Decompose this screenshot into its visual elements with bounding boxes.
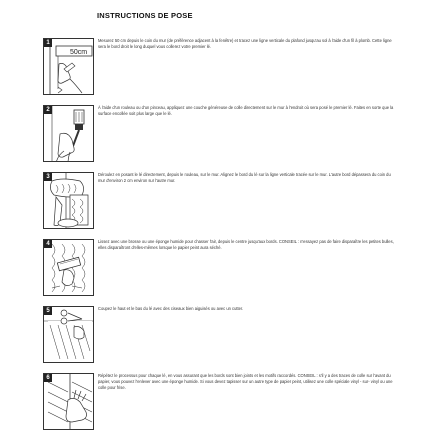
paste-roller-brush-icon — [44, 106, 94, 162]
step-3-illustration — [43, 172, 94, 229]
align-joints-hand-icon — [44, 374, 94, 430]
step-1-text: Mesurez 50 cm depuis le coin du mur (de préférence adjacent à la fenêtre) et tracez une ligne verticale du plafond jusqu'au sol à l'aide d'un fil à plomb. Cette ligne sera le bord droit le long duquel vous collerez votre premier lé. — [98, 38, 392, 49]
step-4-text: Lissez avec une brosse ou une éponge humide pour chasser l'air, depuis le centre jusqu'aux bords. CONSEIL : n'essayez pas de faire disparaître les petites bulles, elles disparaîtront d'elles-mêmes lorsque le papier peint aura séché. — [98, 239, 394, 250]
measure-wall-plumb-line-icon — [44, 39, 94, 95]
step-1-number: 1 — [44, 39, 52, 47]
step-1-illustration — [43, 38, 94, 95]
step-6-number: 6 — [44, 374, 52, 382]
step-3-number: 3 — [44, 173, 52, 181]
step-4-number: 4 — [44, 240, 52, 248]
step-1-tape-label: 50cm — [70, 49, 88, 56]
step-5-text: Coupez le haut et le bas du lé avec des ciseaux bien aiguisés ou avec un cutter. — [98, 306, 244, 311]
step-6-illustration — [43, 373, 94, 430]
step-2-text: À l'aide d'un rouleau ou d'un pinceau, appliquez une couche généreuse de colle directement sur le mur à l'endroit où sera posé le premier lé. Faites en sorte que la surface encollée soit plus large que le lé. — [98, 105, 394, 116]
step-2-illustration — [43, 105, 94, 162]
step-2-number: 2 — [44, 106, 52, 114]
step-6-text: Répétez le processus pour chaque lé, en vous assurant que les bords sont bien joints et les motifs raccordés. CONSEIL : s'il y a des traces de colle sur l'avant du papier, vous pouvez l'enlever avec une éponge humide. Si vous devez tapisser sur un autre type de papier peint, utilisez une colle spéciale vinyl - sur- vinyl ou une colle pour frise. — [98, 373, 393, 390]
step-4-illustration — [43, 239, 94, 296]
step-5-number: 5 — [44, 307, 52, 315]
trim-with-scissors-icon — [44, 307, 94, 363]
step-5-illustration — [43, 306, 94, 363]
smooth-with-brush-icon — [44, 240, 94, 296]
step-3-text: Déroulez en posant le lé directement, depuis le rouleau, sur le mur. Alignez le bord du lé sur la ligne verticale tracée sur le mur. L'autre bord dépassera du coin du mur d'environ 2 cm environ sur l'autre mur. — [98, 172, 391, 183]
page-title: INSTRUCTIONS DE POSE — [97, 11, 193, 20]
hang-wallpaper-strip-icon — [44, 173, 94, 229]
